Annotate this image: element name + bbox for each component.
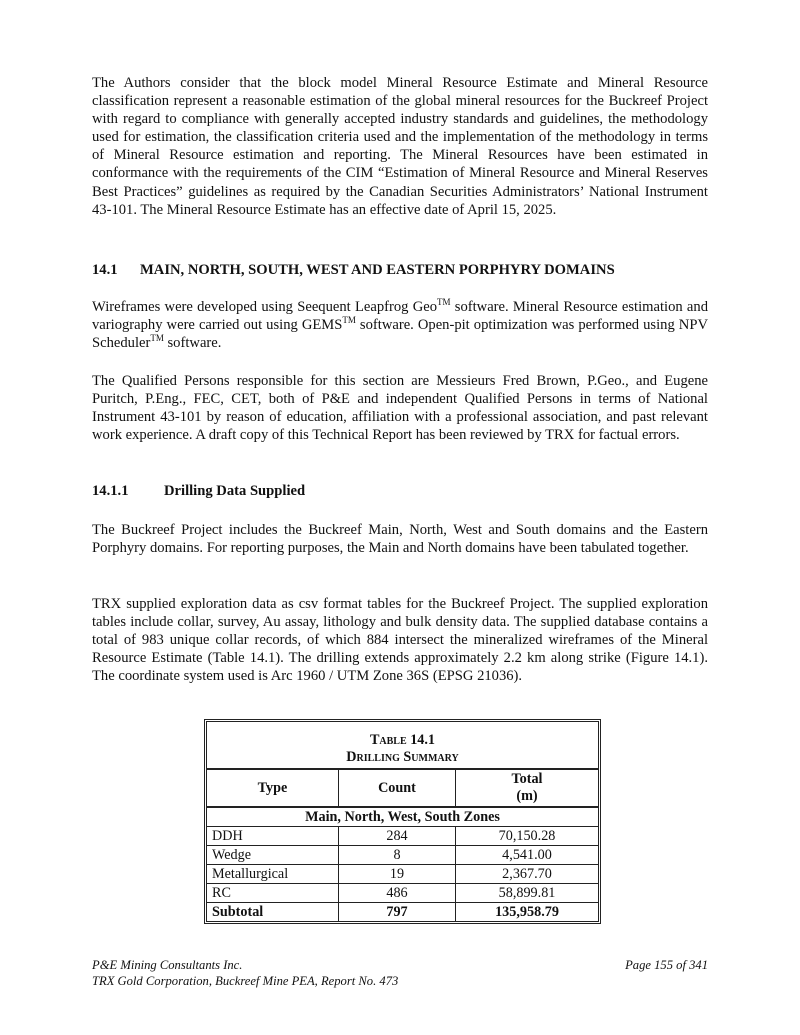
table-row	[207, 884, 598, 903]
project-domains-paragraph: The Buckreef Project includes the Buckreef Main, North, West and South domains and the Eastern Porphyry domains. For reporting purposes, the Main and North domains have been tabulated together.	[92, 522, 708, 557]
table-row	[207, 827, 598, 846]
section-number: 14.1	[92, 262, 118, 278]
group-label: Main, North, West, South Zones	[207, 807, 598, 827]
section-title: Drilling Data Supplied	[164, 483, 306, 499]
software-text: software. Open-pit optimization was performed using NPV Scheduler	[92, 317, 708, 352]
table-row	[207, 846, 598, 865]
cell-type: Metallurgical	[207, 865, 339, 884]
cell-total: 58,899.81	[456, 884, 599, 903]
software-text: software.	[163, 335, 222, 352]
header-type: Type	[207, 769, 339, 807]
cell-count: 19	[339, 865, 456, 884]
section-heading-14-1-1	[92, 483, 305, 500]
drilling-summary-table	[204, 719, 601, 924]
cell-total: 135,958.79	[456, 903, 599, 922]
section-heading-14-1	[92, 262, 615, 279]
cell-type: RC	[207, 884, 339, 903]
cell-count: 486	[339, 884, 456, 903]
cell-type: DDH	[207, 827, 339, 846]
cell-type: Subtotal	[207, 903, 339, 922]
exploration-data-paragraph: TRX supplied exploration data as csv format tables for the Buckreef Project. The supplied exploration tables include collar, survey, Au assay, lithology and bulk density data. The supplied database contains a total of 983 unique collar records, of which 884 intersect the mineralized wireframes of the Mineral Resource Estimate (Table 14.1). The drilling extends approximately 2.2 km along strike (Figure 14.1). The coordinate system used is Arc 1960 / UTM Zone 36S (EPSG 21036).	[92, 596, 708, 685]
section-title: MAIN, NORTH, SOUTH, WEST AND EASTERN PORPHYRY DOMAINS	[140, 262, 615, 278]
software-paragraph	[92, 298, 708, 352]
table-title: Drilling Summary	[346, 749, 459, 765]
table-caption-row	[207, 722, 598, 769]
software-text: Wireframes were developed using Seequent Leapfrog Geo	[92, 299, 438, 315]
table-group-row	[207, 807, 598, 827]
page-number: Page 155 of 341	[625, 958, 708, 972]
cell-total: 2,367.70	[456, 865, 599, 884]
table-row	[207, 865, 598, 884]
table-grid	[207, 722, 598, 921]
trademark-mark: TM	[342, 315, 356, 326]
trademark-mark: TM	[437, 297, 451, 307]
header-count: Count	[339, 769, 456, 807]
table-header-row	[207, 769, 598, 807]
intro-paragraph: The Authors consider that the block model Mineral Resource Estimate and Mineral Resource classification represent a reasonable estimation of the global mineral resources for the Buckreef Project with regard to compliance with generally accepted industry standards and guidelines, the methodology used for estimation, the classification criteria used and the implementation of the methodology in terms of Mineral Resource estimation and reporting. The Mineral Resources have been estimated in conformance with the requirements of the CIM “Estimation of Mineral Resource and Mineral Reserves Best Practices” guidelines as required by the Canadian Securities Administrators’ National Instrument 43-101. The Mineral Resource Estimate has an effective date of April 15, 2025.	[92, 75, 708, 218]
footer-company: P&E Mining Consultants Inc.	[92, 958, 243, 972]
cell-total: 4,541.00	[456, 846, 599, 865]
footer-report: TRX Gold Corporation, Buckreef Mine PEA, Report No. 473	[92, 974, 399, 988]
table-number: Table 14.1	[369, 732, 436, 748]
cell-count: 284	[339, 827, 456, 846]
header-total	[456, 769, 599, 807]
page-footer	[92, 957, 708, 989]
header-total-label: Total	[511, 771, 543, 787]
header-total-unit: (m)	[516, 788, 538, 804]
cell-count: 8	[339, 846, 456, 865]
cell-total: 70,150.28	[456, 827, 599, 846]
software-text: software. Mineral Resource estimation and variography were carried out using GEMS	[92, 299, 709, 334]
cell-count: 797	[339, 903, 456, 922]
cell-type: Wedge	[207, 846, 339, 865]
table-subtotal-row	[207, 903, 598, 922]
trademark-mark: TM	[150, 333, 164, 344]
table-caption	[207, 722, 598, 769]
qualified-persons-paragraph: The Qualified Persons responsible for this section are Messieurs Fred Brown, P.Geo., and Eugene Puritch, P.Eng., FEC, CET, both of P&E and independent Qualified Persons in terms of National Instrument 43-101 by reason of education, affiliation with a professional association, and past relevant work experience. A draft copy of this Technical Report has been reviewed by TRX for factual errors.	[92, 373, 708, 444]
section-number: 14.1.1	[92, 483, 129, 499]
